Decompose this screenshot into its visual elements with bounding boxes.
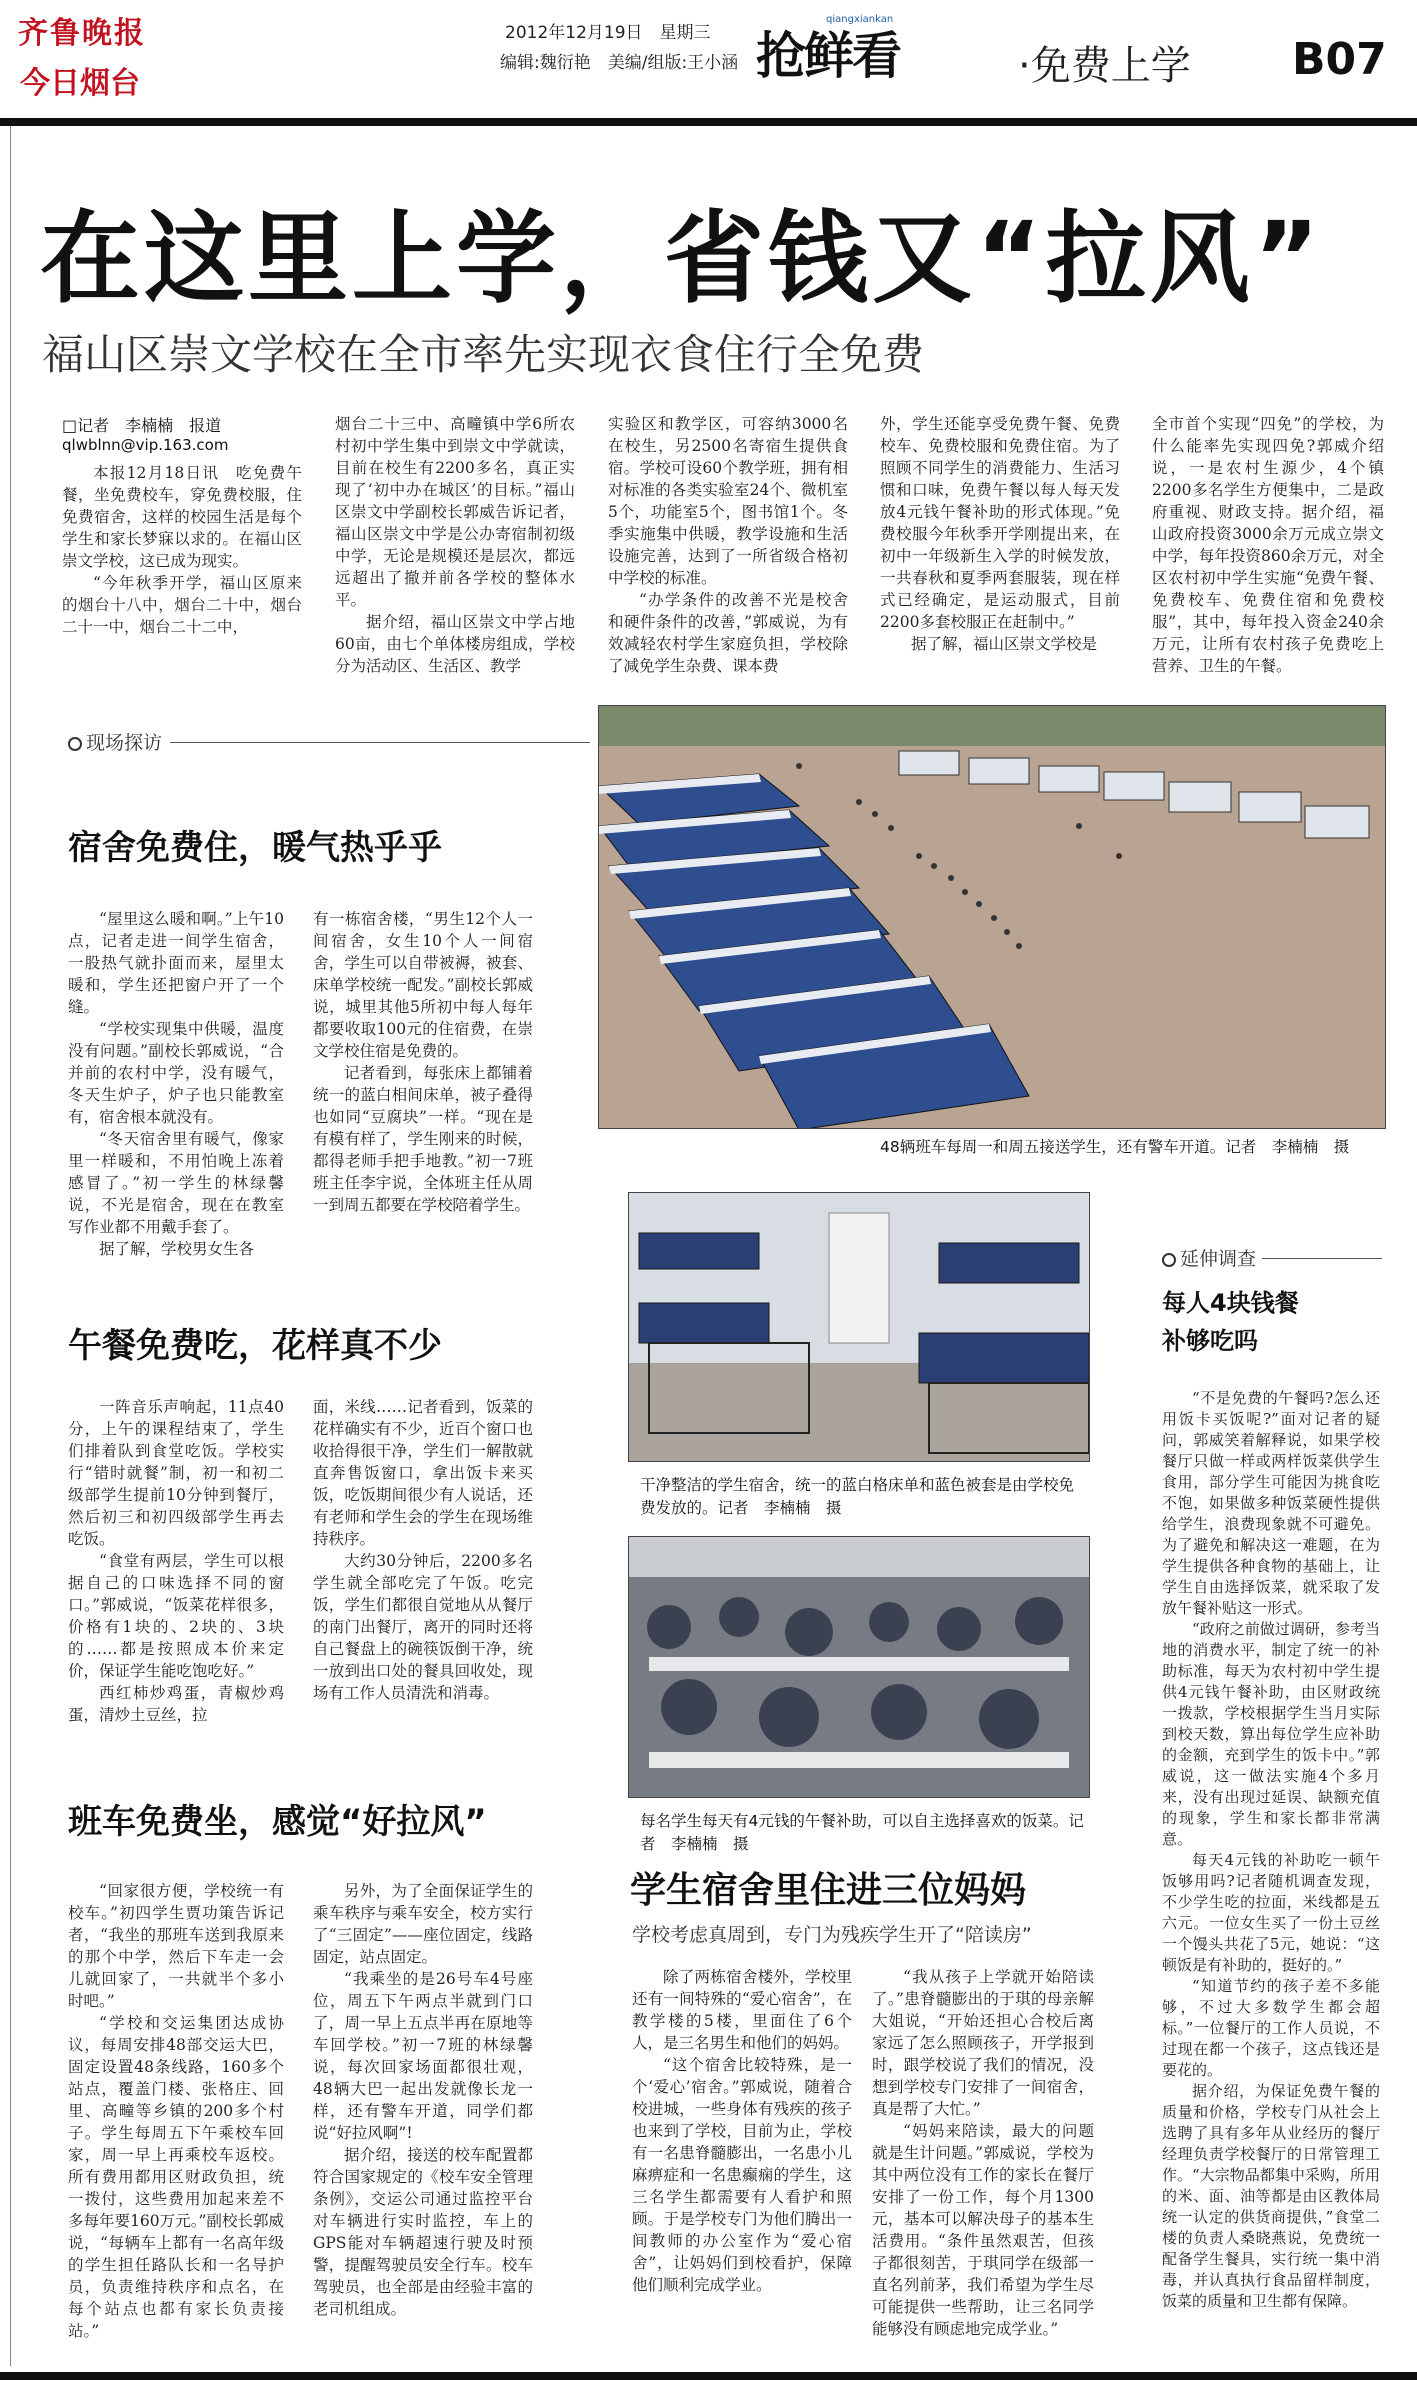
dorm-column-2: 有一栋宿舍楼，“男生12个人一间宿舍，女生10个人一间宿舍，学生可以自带被褥，被套、床单学校统一配发。”副校长郭威说，城里其他5所初中每人每年都要收取100元的住宿费，在崇文学校住宿是免费的。 记者看到，每张床上都铺着统一的蓝白相间床单，被子叠得也如同“豆腐块”一样。“现在是有模有样了，学生刚来的时候，都得老师手把手地教。”初一7班班主任李宇说，全体班主任从周一到周五都要在学校陪着学生。: [313, 910, 533, 1214]
section-title: ·免费上学: [1018, 43, 1191, 89]
dorm-column-1: “屋里这么暖和啊。”上午10点，记者走进一间学生宿舍，一股热气就扑面而来，屋里太暖和，学生还把窗户开了一个缝。 “学校实现集中供暖，温度没有问题。”副校长郭威说，“合并前的农村中学，没有暖气，冬天生炉子，炉子也只能教室有，宿舍根本就没有。 “冬天宿舍里有暖气，像家里一样暖和，不用怕晚上冻着感冒了。”初一学生的林绿馨说，不光是宿舍，现在在教室写作业都不用戴手套了。 据了解，学校男女生各: [68, 910, 284, 1258]
left-frame-rule: [10, 126, 11, 2366]
column-logo: [756, 10, 966, 85]
dorm-photo-illustration: [629, 1193, 1090, 1462]
intro-column-4: 外，学生还能享受免费午餐、免费校车、免费校服和免费住宿。为了照顾不同学生的消费能力、生活习惯和口味，免费午餐以每人每天发放4元钱午餐补助的形式体现。”免费校服今年秋季开学刚提出来，在初中一年级新生入学的时候发放，一共春秋和夏季两套服装，现在样式已经确定，是运动服式，目前2200多套校服正在赶制中。” 据了解，福山区崇文学校是: [880, 415, 1120, 653]
logo-pinyin: qiangxiankan: [826, 14, 894, 25]
canteen-photo-illustration: [629, 1537, 1090, 1798]
survey-tag: 延伸调查: [1162, 1244, 1256, 1271]
mothers-subtitle: 学校考虑真周到，专门为残疾学生开了“陪读房”: [632, 1924, 1032, 1946]
intro-column-3: 实验区和教学区，可容纳3000名在校生，另2500名寄宿生提供食宿。学校可设60个教学班，拥有相对标准的各类实验室24个、微机室5个，功能室5个，图书馆1个。冬季实施集中供暖，教学设施和生活设施完善，达到了一所省级合格初中学校的标准。 “办学条件的改善不光是校舍和硬件条件的改善，”郭威说，为有效减轻农村学生家庭负担，学校除了减免学生杂费、课本费: [608, 415, 848, 675]
bus-photo: [598, 705, 1386, 1129]
bus-photo-caption: 48辆班车每周一和周五接送学生，还有警车开道。记者 李楠楠 摄: [880, 1138, 1350, 1156]
survey-tag-rule: [1262, 1258, 1382, 1259]
mothers-column-1: 除了两栋宿舍楼外，学校里还有一间特殊的“爱心宿舍”，在教学楼的5楼，里面住了6个人，是三名男生和他们的妈妈。 “这个宿舍比较特殊，是一个‘爱心’宿舍。”郭威说，随着合校进城，一些身体有残疾的孩子也来到了学校，目前为止，学校有一名患脊髓膨出，一名患小儿麻痹症和一名患癫痫的学生，这三名学生都需要有人看护和照顾。于是学校专门为他们腾出一间教师的办公室作为“爱心宿舍”，让妈妈们到校看护，保障他们顺利完成学业。: [632, 1968, 852, 2294]
logo-text: 抢鲜看: [756, 27, 900, 85]
mothers-column-2: “我从孩子上学就开始陪读了。”患脊髓膨出的于琪的母亲解大姐说，“开始还担心合校后离家远了怎么照顾孩子，开学报到时，跟学校说了我们的情况，没想到学校专门安排了一间宿舍，真是帮了大忙。” “妈妈来陪读，最大的问题就是生计问题。”郭威说，学校为其中两位没有工作的家长在餐厅安排了一份工作，每个月1300元，基本可以解决母子的基本生活费用。“条件虽然艰苦，但孩子都很刻苦，于琪同学在级部一直名列前茅，我们希望为学生尽可能提供一些帮助，让三名同学能够没有顾虑地完成学业。”: [872, 1968, 1094, 2338]
bus-column-2: 另外，为了全面保证学生的乘车秩序与乘车安全，校方实行了“三固定”——座位固定，线路固定，站点固定。 “我乘坐的是26号车4号座位，周五下午两点半就到门口了，周一早上五点半再在原地等车回学校。”初一7班的林绿馨说，每次回家场面都很壮观，48辆大巴一起出发就像长龙一样，还有警车开道，同学们都说“好拉风啊”! 据介绍，接送的校车配置都符合国家规定的《校车安全管理条例》，交运公司通过监控平台对车辆进行实时监控，车上的GPS能对车辆超速行驶及时预警，提醒驾驶员安全行车。校车驾驶员，也全部是由经验丰富的老司机组成。: [313, 1882, 533, 2318]
survey-column: “不是免费的午餐吗?怎么还用饭卡买饭呢?”面对记者的疑问，郭威笑着解释说，如果学校餐厅只做一样或两样饭菜供学生食用，部分学生可能因为挑食吃不饱，如果做多种饭菜硬性提供给学生，浪费现象就不可避免。为了避免和解决这一难题，在为学生提供各种食物的基础上，让学生自由选择饭菜，就采取了发放午餐补贴这一形式。 “政府之前做过调研，参考当地的消费水平，制定了统一的补助标准，每天为农村初中学生提供4元钱午餐补助，由区财政统一拨款，学校根据学生当月实际到校天数，算出每位学生应补助的金额，充到学生的饭卡中。”郭威说，这一做法实施4个多月来，没有出现过延误、缺额充值的现象，学生和家长都非常满意。 每天4元钱的补助吃一顿午饭够用吗?记者随机调查发现，不少学生吃的拉面，米线都是五六元。一位女生买了一份土豆丝一个馒头共花了5元，她说：“这顿饭是有补助的，挺好的。” “知道节约的孩子差不多能够，不过大多数学生都会超标。”一位餐厅的工作人员说，不过现在都一个孩子，这点钱还是要花的。 据介绍，为保证免费午餐的质量和价格，学校专门从社会上选聘了具有多年从业经历的餐厅经理负责学校餐厅的日常管理工作。“大宗物品都集中采购，所用的米、面、油等都是由区教体局统一认定的供货商提供，”食堂二楼的负责人桑晓燕说，免费统一配备学生餐具，实行统一集中消毒，并认真执行食品留样制度，饭菜的质量和卫生都有保障。: [1162, 1389, 1380, 2310]
reporter-email: qlwblnn@vip.163.com: [62, 436, 229, 454]
lunch-section-title: 午餐免费吃，花样真不少: [68, 1326, 442, 1366]
canteen-photo-caption: 每名学生每天有4元钱的午餐补助，可以自主选择喜欢的饭菜。记者 李楠楠 摄: [640, 1812, 1084, 1853]
newspaper-brand: 齐鲁晚报: [18, 16, 146, 51]
survey-title: 每人4块钱餐补够吃吗: [1162, 1289, 1299, 1355]
page-headline: 在这里上学，省钱又“拉风”: [40, 200, 1324, 317]
intro-column-1: 本报12月18日讯 吃免费午餐，坐免费校车，穿免费校服，住免费宿舍，这样的校园生活是每个学生和家长梦寐以求的。在福山区崇文学校，这已成为现实。 “今年秋季开学，福山区原来的烟台十八中，烟台二十中，烟台二十一中，烟台二十二中，: [62, 464, 302, 636]
page-number: B07: [1292, 34, 1387, 85]
page-subheadline: 福山区崇文学校在全市率先实现衣食住行全免费: [42, 330, 925, 379]
lunch-column-2: 面，米线……记者看到，饭菜的花样确实有不少，近百个窗口也收拾得很干净，学生们一解散就直奔售饭窗口，拿出饭卡来买饭，吃饭期间很少有人说话，还有老师和学生会的学生在现场维持秩序。 大约30分钟后，2200多名学生就全部吃完了午饭。吃完饭，学生们都很自觉地从从餐厅的南门出餐厅，离开的同时还将自己餐盘上的碗筷饭倒干净，统一放到出口处的餐具回收处，现场有工作人员清洗和消毒。: [313, 1398, 533, 1702]
footer-rule: [0, 2372, 1417, 2380]
survey-dot-icon: [1162, 1253, 1176, 1267]
lunch-column-1: 一阵音乐声响起，11点40分，上午的课程结束了，学生们排着队到食堂吃饭。学校实行“错时就餐”制，初一和初二级部学生提前10分钟到餐厅，然后初三和初四级部学生再去吃饭。 “食堂有两层，学生可以根据自己的口味选择不同的窗口。”郭威说，“饭菜花样很多，价格有1块的、2块的、3块的……都是按照成本价来定价，保证学生能吃饱吃好。” 西红柿炒鸡蛋，青椒炒鸡蛋，清炒土豆丝，拉: [68, 1398, 284, 1724]
canteen-photo: [628, 1536, 1090, 1798]
bus-photo-illustration: [599, 706, 1386, 1129]
bus-column-1: “回家很方便，学校统一有校车。”初四学生贾功策告诉记者，“我坐的那班车送到我原来的那个中学，然后下车走一会儿就回家了，一共就半个多小时吧。” “学校和交运集团达成协议，每周安排48部交运大巴，固定设置48条线路，160多个站点，覆盖门楼、张格庄、回里、高疃等乡镇的200多个村子。学生每周五下午乘校车回家，周一早上再乘校车返校。所有费用都用区财政负担，统一拨付，这些费用加起来差不多每年要160万元。”副校长郭威说，“每辆车上都有一名高年级的学生担任路队长和一名导护员，负责维持秩序和点名，在每个站点也都有家长负责接站。”: [68, 1882, 284, 2340]
region-label: 今日烟台: [20, 66, 140, 101]
header-rule: [0, 118, 1417, 126]
intro-column-5: 全市首个实现“四免”的学校，为什么能率先实现四免?郭威介绍说，一是农村生源少，4个镇2200多名学生方便集中，二是政府重视、财政支持。据介绍，福山政府投资3000余万元成立崇文中学，每年投资860余万元，对全区农村初中学生实施“免费午餐、免费校车、免费住宿和免费校服”，其中，每年投入资金240余万元，让所有农村孩子免费吃上营养、卫生的午餐。: [1152, 415, 1384, 675]
byline: □记者 李楠楠 报道: [62, 416, 222, 435]
tag-dot-icon: [68, 737, 82, 751]
tag-rule: [170, 742, 590, 743]
dorm-photo-caption: 干净整洁的学生宿舍，统一的蓝白格床单和蓝色被套是由学校免费发放的。记者 李楠楠 摄: [640, 1476, 1075, 1517]
dorm-section-title: 宿舍免费住，暖气热乎乎: [68, 828, 442, 868]
field-report-tag: 现场探访: [68, 728, 162, 755]
issue-date: 2012年12月19日 星期三: [505, 23, 711, 43]
editor-credits: 编辑:魏衍艳 美编/组版:王小涵: [500, 53, 739, 73]
mothers-section-title: 学生宿舍里住进三位妈妈: [630, 1870, 1027, 1911]
bus-section-title: 班车免费坐，感觉“好拉风”: [68, 1802, 487, 1842]
intro-column-2: 烟台二十三中、高疃镇中学6所农村初中学生集中到崇文中学就读，目前在校生有2200多名，真正实现了‘初中办在城区’的目标。”福山区崇文中学副校长郭威告诉记者，福山区崇文中学是公办寄宿制初级中学，无论是规模还是层次，都远远超出了撤并前各学校的整体水平。 据介绍，福山区崇文中学占地60亩，由七个单体楼房组成，学校分为活动区、生活区、教学: [335, 415, 575, 675]
dorm-photo: [628, 1192, 1090, 1462]
